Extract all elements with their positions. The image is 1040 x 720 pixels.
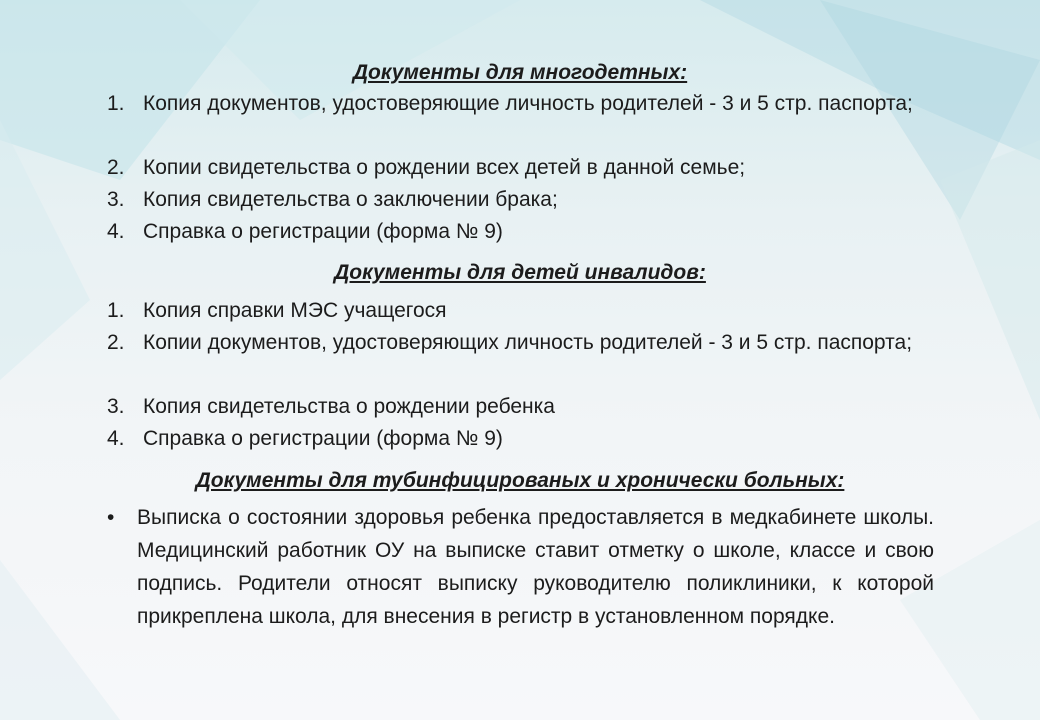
item-text: Справка о регистрации (форма № 9) <box>143 220 503 243</box>
item-number: 2. <box>107 331 125 354</box>
item-text: Справка о регистрации (форма № 9) <box>143 427 503 450</box>
item-number: 1. <box>107 92 125 115</box>
large-families-heading: Документы для многодетных: <box>352 61 688 84</box>
bullet-symbol: • <box>107 506 115 529</box>
item-text: Копия свидетельства о рождении ребенка <box>143 395 555 418</box>
item-number: 3. <box>107 188 125 211</box>
item-number: 3. <box>107 395 125 418</box>
item-number: 1. <box>107 299 125 322</box>
item-number: 4. <box>107 427 125 450</box>
item-number: 4. <box>107 220 125 243</box>
bullet-text: Выписка о состоянии здоровья ребенка предоставляется в медкабинете школы. Медицинский работник ОУ на выписке ставит отметку о школе, классе и свою подпись. Родители относят выписку руководителю поликлиники, к которой прикреплена школа, для внесения в регистр в установленном порядке. <box>137 506 934 628</box>
item-text: Копия справки МЭС учащегося <box>143 299 447 322</box>
item-text: Копии свидетельства о рождении всех детей в данной семье; <box>143 156 746 179</box>
disabled-children-heading: Документы для детей инвалидов: <box>334 261 706 284</box>
item-text: Копия свидетельства о заключении брака; <box>143 188 558 211</box>
item-number: 2. <box>107 156 125 179</box>
item-text: Копия документов, удостоверяющие личность родителей - 3 и 5 стр. паспорта; <box>143 92 913 115</box>
item-text: Копии документов, удостоверяющих личность родителей - 3 и 5 стр. паспорта; <box>143 331 913 354</box>
tb-chronic-heading: Документы для тубинфицированых и хронически больных: <box>195 469 845 492</box>
